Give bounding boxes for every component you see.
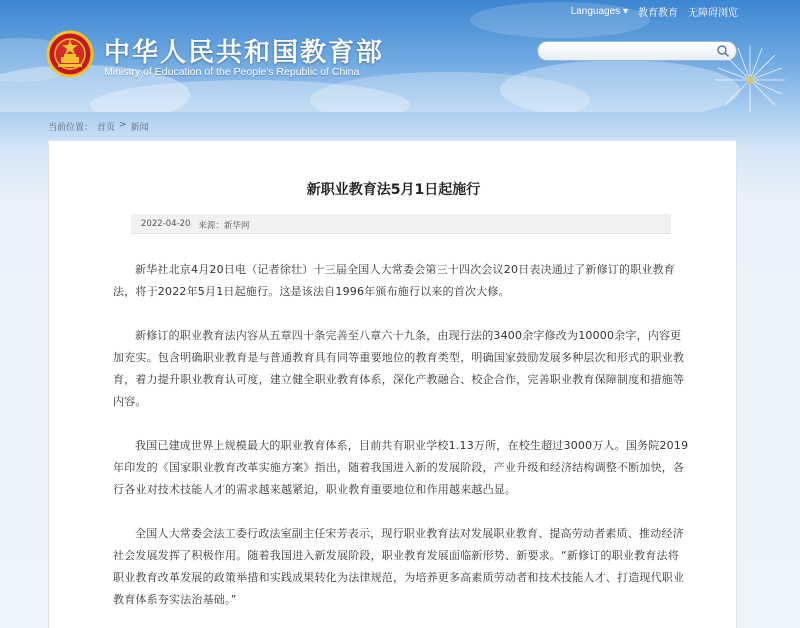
article-source: 来源：新华网 [198, 221, 250, 231]
breadcrumb-home-link[interactable]: 首页 [97, 123, 116, 133]
accessibility-link[interactable]: 无障碍浏览 [688, 8, 738, 19]
site-title-chinese[interactable]: 中华人民共和国教育部 [104, 38, 385, 68]
article-meta-bar [131, 214, 671, 234]
article-title: 新职业教育法5月1日起施行 [306, 182, 481, 198]
site-title-english: Ministry of Education of the People's Republic of China [104, 66, 360, 78]
national-emblem-icon [46, 30, 94, 78]
dandelion-decoration [700, 40, 800, 112]
education-link[interactable]: 教育教育 [638, 8, 678, 19]
breadcrumb-prefix: 当前位置： [48, 123, 94, 133]
site-header [0, 0, 800, 112]
article-paragraph: 我国已建成世界上规模最大的职业教育体系，目前共有职业学校1.13万所，在校生超过3000万人。国务院2019年印发的《国家职业教育改革实施方案》指出，随着我国进入新的发展阶段，产业升级和经济结构调整不断加快，各行各业对技术技能人才的需求越来越紧迫，职业教育重要地位和作用越来越凸显。 [113, 439, 689, 496]
breadcrumb [48, 120, 149, 133]
article-paragraph: 新修订的职业教育法内容从五章四十条完善至八章六十九条，由现行法的3400余字修改为10000余字，内容更加充实。包含明确职业教育是与普通教育具有同等重要地位的教育类型，明确国家鼓励发展多种层次和形式的职业教育，着力提升职业教育认可度，建立健全职业教育体系，深化产教融合、校企合作，完善职业教育保障制度和措施等内容。 [113, 329, 685, 408]
breadcrumb-news-link[interactable]: 新闻 [130, 123, 149, 133]
article-panel [48, 140, 737, 628]
breadcrumb-separator: > [119, 120, 127, 130]
article-date: 2022-04-20 [141, 219, 191, 229]
languages-link[interactable]: Languages ▾ [570, 6, 628, 17]
chevron-down-icon: ▾ [620, 6, 628, 17]
article-paragraph: 全国人大常委会法工委行政法室副主任宋芳表示，现行职业教育法对发展职业教育、提高劳动者素质、推动经济社会发展发挥了积极作用。随着我国进入新发展阶段，职业教育发展面临新形势、新要求。“新修订的职业教育法将职业教育改革发展的政策举措和实践成果转化为法律规范，为培养更多高素质劳动者和技术技能人才、打造现代职业教育体系夯实法治基础。” [113, 527, 685, 606]
article-paragraph: 新华社北京4月20日电（记者徐壮）十三届全国人大常委会第三十四次会议20日表决通过了新修订的职业教育法，将于2022年5月1日起施行。这是该法自1996年颁布施行以来的首次大修。 [113, 263, 675, 298]
top-links [571, 4, 738, 19]
